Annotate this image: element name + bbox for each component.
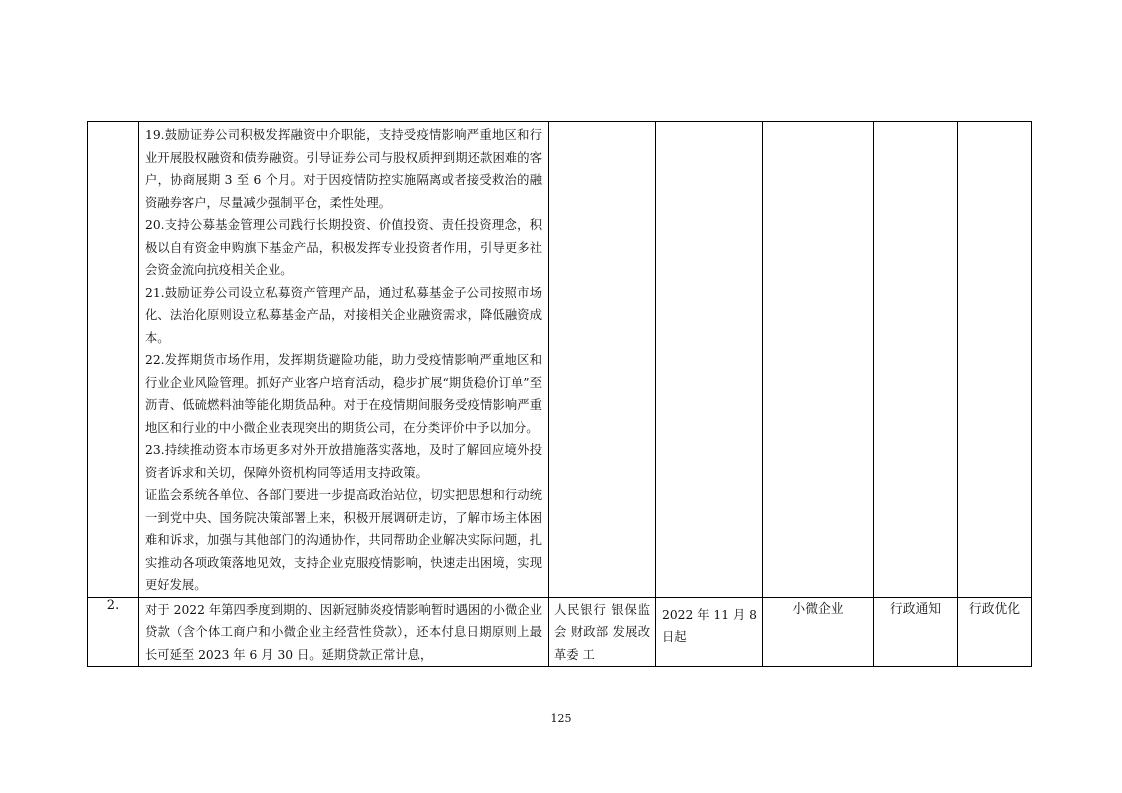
policy-paragraph-22: 22.发挥期货市场作用，发挥期货避险功能，助力受疫情影响严重地区和行业企业风险管理。抓好产业客户培育活动，稳步扩展“期货稳价订单”至沥青、低硫燃料油等能化期货品种。对于在疫情期间服务受疫情影响严重地区和行业的中小微企业表现突出的期货公司，在分类评价中予以加分。 bbox=[145, 353, 542, 435]
policy-paragraph-20: 20.支持公募基金管理公司践行长期投资、价值投资、责任投资理念，积极以自有资金申购旗下基金产品，积极发挥专业投资者作用，引导更多社会资金流向抗疫相关企业。 bbox=[145, 218, 542, 277]
type-cell bbox=[958, 122, 1032, 598]
policy-paragraph-23: 23.持续推动资本市场更多对外开放措施落实落地，及时了解回应境外投资者诉求和关切，保障外资机构同等适用支持政策。 bbox=[145, 443, 542, 480]
form-cell: 行政通知 bbox=[874, 597, 958, 667]
department-cell: 人民银行 银保监会 财政部 发展改革委 工 bbox=[549, 597, 656, 667]
row-number-cell: 2. bbox=[88, 597, 139, 667]
table-row bbox=[88, 597, 1032, 667]
policy-paragraph-19: 19.鼓励证券公司积极发挥融资中介职能，支持受疫情影响严重地区和行业开展股权融资和债券融资。引导证券公司与股权质押到期还款困难的客户，协商展期 3 至 6 个月。对于因疫情防控实施隔离或者接受救治的融资融券客户，尽量减少强制平仓，柔性处理。 bbox=[145, 128, 542, 210]
policy-content-cell: 对于 2022 年第四季度到期的、因新冠肺炎疫情影响暂时遇困的小微企业贷款（含个体工商户和小微企业主经营性贷款），还本付息日期原则上最长可延至 2023 年 6 月 30 日。延期贷款正常计息， bbox=[139, 597, 549, 667]
date-cell bbox=[656, 122, 763, 598]
object-cell bbox=[763, 122, 874, 598]
type-cell: 行政优化 bbox=[958, 597, 1032, 667]
object-cell: 小微企业 bbox=[763, 597, 874, 667]
policy-table bbox=[87, 121, 1032, 667]
form-cell bbox=[874, 122, 958, 598]
table-row bbox=[88, 122, 1032, 598]
policy-paragraph-21: 21.鼓励证券公司设立私募资产管理产品，通过私募基金子公司按照市场化、法治化原则设立私募基金产品，对接相关企业融资需求，降低融资成本。 bbox=[145, 285, 542, 345]
date-cell: 2022 年 11 月 8 日起 bbox=[656, 597, 763, 667]
policy-content-cell bbox=[139, 122, 549, 598]
row-number-cell bbox=[88, 122, 139, 598]
department-cell bbox=[549, 122, 656, 598]
page-number: 125 bbox=[550, 712, 572, 725]
policy-paragraph-closing: 证监会系统各单位、各部门要进一步提高政治站位，切实把思想和行动统一到党中央、国务院决策部署上来，积极开展调研走访，了解市场主体困难和诉求，加强与其他部门的沟通协作，共同帮助企业解决实际问题，扎实推动各项政策落地见效，支持企业克服疫情影响，快速走出困境，实现更好发展。 bbox=[145, 488, 542, 592]
